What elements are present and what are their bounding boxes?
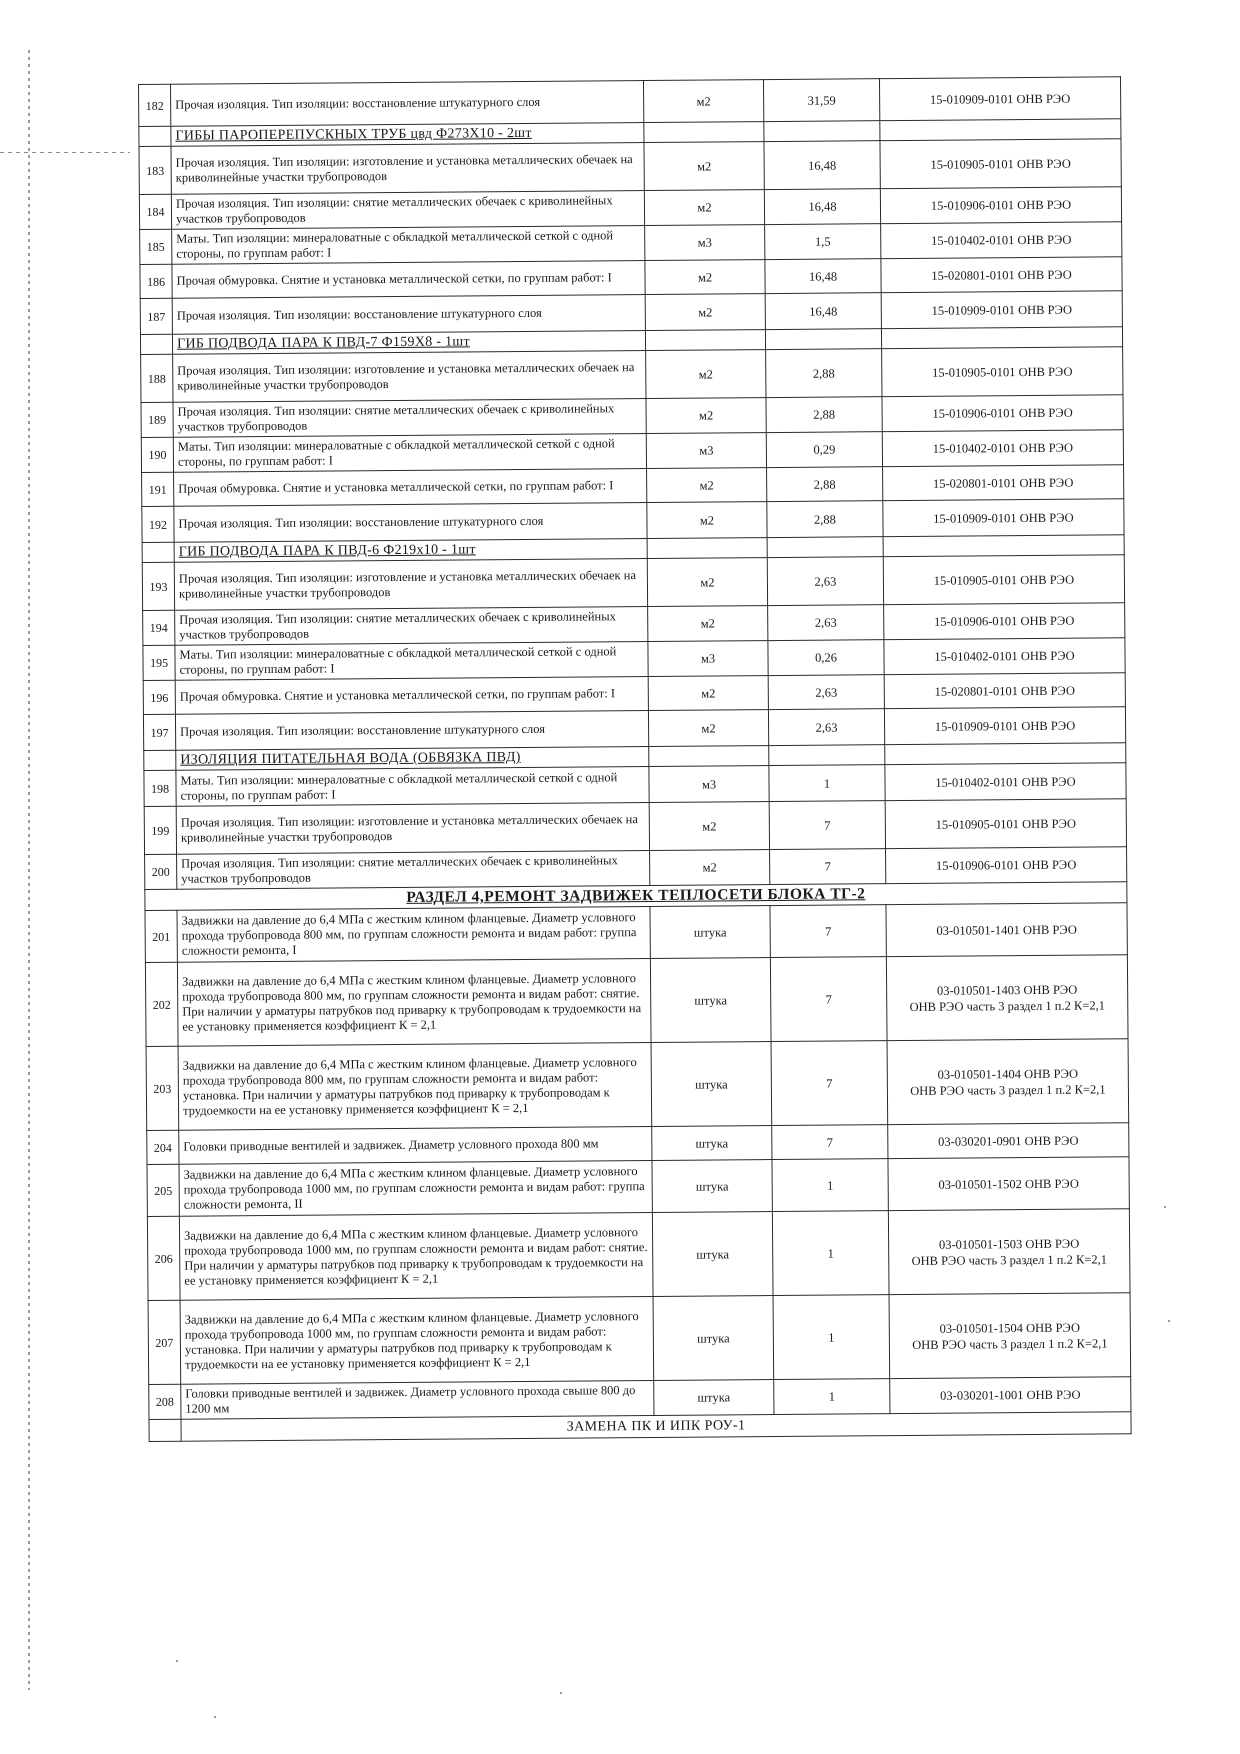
unit-of-measure: м2 bbox=[647, 502, 767, 539]
quantity: 16,48 bbox=[765, 259, 881, 294]
quantity: 16,48 bbox=[765, 293, 881, 330]
norm-code-line: 03-010501-1404 ОНВ РЭО bbox=[937, 1066, 1079, 1082]
norm-code-line: 03-010501-1502 ОНВ РЭО bbox=[938, 1176, 1079, 1192]
norm-code-line: 15-010905-0101 ОНВ РЭО bbox=[930, 156, 1071, 172]
norm-code-line: 15-020801-0101 ОНВ РЭО bbox=[931, 267, 1072, 283]
row-number: 191 bbox=[142, 472, 174, 506]
work-description: Прочая обмуровка. Снятие и установка металлической сетки, по группам работ: I bbox=[172, 261, 645, 299]
scan-page-edge bbox=[28, 50, 30, 1690]
row-number: 189 bbox=[141, 402, 173, 437]
norm-code bbox=[883, 555, 1124, 605]
unit-of-measure: м2 bbox=[648, 606, 768, 642]
quantity: 7 bbox=[770, 957, 887, 1042]
scan-speck bbox=[176, 1660, 178, 1662]
norm-code-line: 15-010905-0101 ОНВ РЭО bbox=[932, 364, 1073, 380]
scan-speck bbox=[1164, 1206, 1166, 1208]
norm-code-line: 15-010909-0101 ОНВ РЭО bbox=[931, 302, 1073, 318]
work-description: Маты. Тип изоляции: минераловатные с обкладкой металлической сеткой с одной стороны, по группам работ: I bbox=[175, 642, 648, 681]
norm-code-line: 03-010501-1504 ОНВ РЭО bbox=[939, 1320, 1081, 1336]
norm-code bbox=[884, 603, 1125, 640]
quantity: 7 bbox=[769, 801, 885, 850]
norm-code bbox=[881, 222, 1122, 259]
work-description: Задвижки на давление до 6,4 МПа с жестким клином фланцевые. Диаметр условного прохода трубопровода 1000 мм, по группам сложности ремонта и видам работ: снятие. При наличии у арматуры патрубков под приварку к трубопроводам к трудоемкости на ее установку применяется коэффициент К = 2,1 bbox=[179, 1212, 653, 1300]
row-number: 198 bbox=[144, 770, 176, 806]
subsection-heading: ЗАМЕНА ПК И ИПК РОУ-1 bbox=[181, 1412, 1131, 1441]
row-number: 207 bbox=[148, 1300, 181, 1384]
estimate-sheet bbox=[138, 76, 1131, 1442]
table-row bbox=[148, 1293, 1131, 1385]
scan-speck bbox=[214, 1716, 216, 1718]
norm-code-line: 15-010909-0101 ОНВ РЭО bbox=[929, 91, 1071, 107]
row-number: 200 bbox=[145, 854, 177, 889]
norm-code-line: 15-020801-0101 ОНВ РЭО bbox=[934, 683, 1076, 699]
norm-code bbox=[890, 1377, 1131, 1414]
quantity: 1 bbox=[773, 1295, 890, 1380]
work-description: Прочая изоляция. Тип изоляции: восстановление штукатурного слоя bbox=[172, 295, 645, 335]
norm-code bbox=[881, 257, 1122, 293]
scan-speck bbox=[560, 1692, 562, 1694]
unit-of-measure: м3 bbox=[648, 641, 768, 677]
norm-code bbox=[888, 1157, 1129, 1211]
table-row bbox=[145, 903, 1127, 963]
scan-speck bbox=[1168, 1320, 1170, 1322]
table-row bbox=[147, 1209, 1130, 1301]
norm-code bbox=[886, 847, 1127, 884]
unit-of-measure: м2 bbox=[649, 802, 769, 851]
row-number: 196 bbox=[143, 680, 175, 714]
unit-of-measure: м2 bbox=[645, 294, 765, 331]
row-number: 188 bbox=[141, 354, 173, 402]
group-number-cell bbox=[139, 126, 171, 146]
row-number: 193 bbox=[142, 562, 174, 610]
quantity: 0,26 bbox=[768, 640, 884, 676]
quantity: 1 bbox=[774, 1379, 890, 1415]
row-number: 205 bbox=[147, 1164, 179, 1216]
unit-of-measure: м3 bbox=[649, 766, 769, 803]
unit-of-measure: м2 bbox=[646, 398, 766, 434]
row-number: 203 bbox=[146, 1046, 179, 1130]
row-number: 186 bbox=[140, 264, 172, 298]
work-description: Прочая изоляция. Тип изоляции: изготовление и установка металлических обечаек на криволинейные участки трубопроводов bbox=[174, 559, 647, 611]
group-empty-cell bbox=[767, 537, 883, 558]
norm-code bbox=[884, 673, 1125, 709]
norm-code bbox=[879, 77, 1120, 121]
unit-of-measure: штука bbox=[650, 958, 771, 1043]
estimate-table-body bbox=[139, 77, 1132, 1442]
quantity: 7 bbox=[771, 1041, 888, 1126]
section-heading: РАЗДЕЛ 4,РЕМОНТ ЗАДВИЖЕК ТЕПЛОСЕТИ БЛОКА ТГ-2 bbox=[145, 882, 1127, 911]
quantity: 7 bbox=[770, 849, 886, 885]
norm-code-line: 15-010402-0101 ОНВ РЭО bbox=[934, 648, 1075, 664]
unit-of-measure: м3 bbox=[645, 225, 765, 261]
quantity: 2,88 bbox=[766, 397, 882, 433]
norm-code-line: ОНВ РЭО часть 3 раздел 1 п.2 К=2,1 bbox=[911, 1251, 1108, 1268]
quantity: 16,48 bbox=[764, 189, 880, 225]
row-number: 208 bbox=[149, 1384, 181, 1419]
row-number: 194 bbox=[143, 610, 175, 645]
work-description: Прочая обмуровка. Снятие и установка металлической сетки, по группам работ: I bbox=[175, 677, 648, 715]
norm-code bbox=[883, 465, 1124, 501]
work-description: Прочая изоляция. Тип изоляции: изготовление и установка металлических обечаек на криволинейные участки трубопроводов bbox=[173, 351, 646, 403]
norm-code-line: ОНВ РЭО часть 3 раздел 1 п.2 К=2,1 bbox=[910, 1081, 1106, 1098]
norm-code bbox=[888, 1123, 1129, 1159]
group-empty-cell bbox=[885, 743, 1126, 765]
quantity: 1 bbox=[772, 1211, 889, 1296]
work-description: Прочая изоляция. Тип изоляции: восстановление штукатурного слоя bbox=[171, 81, 644, 127]
norm-code-line: 15-010906-0101 ОНВ РЭО bbox=[934, 613, 1075, 629]
norm-code bbox=[880, 139, 1121, 189]
unit-of-measure: штука bbox=[652, 1126, 772, 1161]
estimate-table bbox=[138, 76, 1132, 1442]
group-number-cell bbox=[142, 542, 174, 562]
norm-code bbox=[884, 707, 1125, 745]
work-description: Маты. Тип изоляции: минераловатные с обкладкой металлической сеткой с одной стороны, по группам работ: I bbox=[173, 434, 646, 473]
quantity: 0,29 bbox=[766, 432, 882, 468]
norm-code-line: 15-010905-0101 ОНВ РЭО bbox=[935, 816, 1077, 832]
work-description: Задвижки на давление до 6,4 МПа с жестким клином фланцевые. Диаметр условного прохода трубопровода 1000 мм, по группам сложности ремонта и видам работ: группа сложности ремонта, II bbox=[179, 1160, 652, 1216]
unit-of-measure: м2 bbox=[644, 142, 764, 191]
quantity: 1,5 bbox=[765, 224, 881, 260]
work-description: Прочая изоляция. Тип изоляции: снятие металлических обечаек с криволинейных участков трубопроводов bbox=[173, 399, 646, 438]
group-empty-cell bbox=[647, 538, 767, 559]
row-number: 190 bbox=[141, 437, 173, 472]
work-description: Прочая изоляция. Тип изоляции: снятие металлических обечаек с криволинейных участков трубопроводов bbox=[175, 607, 648, 646]
unit-of-measure: штука bbox=[652, 1160, 772, 1213]
work-description: Задвижки на давление до 6,4 МПа с жестким клином фланцевые. Диаметр условного прохода трубопровода 800 мм, по группам сложности ремонта и видам работ: установка. При наличии у арматуры патрубков под приварку к трубопроводам к трудоемкости на ее установку применяется коэффициент К = 2,1 bbox=[178, 1043, 652, 1131]
table-row bbox=[145, 955, 1128, 1047]
quantity: 7 bbox=[770, 905, 886, 958]
work-description: Маты. Тип изоляции: минераловатные с обкладкой металлической сеткой с одной стороны, по группам работ: I bbox=[172, 226, 645, 265]
group-empty-cell bbox=[765, 329, 881, 350]
norm-code-line: ОНВ РЭО часть 3 раздел 1 п.2 К=2,1 bbox=[912, 1335, 1108, 1352]
norm-code-line: 15-010906-0101 ОНВ РЭО bbox=[935, 857, 1077, 873]
unit-of-measure: штука bbox=[652, 1212, 773, 1297]
work-description: Головки приводные вентилей и задвижек. Диаметр условного прохода свыше 800 до 1200 мм bbox=[181, 1380, 654, 1419]
table-row bbox=[147, 1157, 1129, 1217]
row-number: 182 bbox=[139, 84, 171, 126]
unit-of-measure: м2 bbox=[648, 676, 768, 711]
group-heading: ГИБ ПОДВОДА ПАРА К ПВД-6 Ф219х10 - 1шт bbox=[174, 539, 647, 563]
quantity: 2,63 bbox=[768, 605, 884, 641]
unit-of-measure: м2 bbox=[647, 558, 767, 607]
quantity: 16,48 bbox=[764, 141, 880, 190]
scan-artifact-line bbox=[0, 152, 130, 153]
quantity: 1 bbox=[772, 1159, 888, 1212]
table-row bbox=[141, 347, 1123, 403]
group-heading: ИЗОЛЯЦИЯ ПИТАТЕЛЬНАЯ ВОДА (ОБВЯЗКА ПВД) bbox=[176, 747, 649, 771]
row-number: 183 bbox=[139, 146, 171, 194]
unit-of-measure: м2 bbox=[645, 260, 765, 295]
norm-code bbox=[889, 1293, 1131, 1379]
work-description: Головки приводные вентилей и задвижек. Диаметр условного прохода 800 мм bbox=[179, 1126, 652, 1164]
unit-of-measure: м2 bbox=[643, 80, 763, 123]
unit-of-measure: штука bbox=[651, 1042, 772, 1127]
group-heading: ГИБЫ ПАРОПЕРЕПУСКНЫХ ТРУБ цвд Ф273Х10 - 2шт bbox=[171, 123, 644, 147]
norm-code bbox=[882, 347, 1123, 397]
unit-of-measure: штука bbox=[650, 906, 770, 959]
unit-of-measure: м2 bbox=[650, 850, 770, 886]
group-empty-cell bbox=[880, 119, 1121, 141]
norm-code bbox=[882, 430, 1123, 467]
group-empty-cell bbox=[644, 122, 764, 143]
quantity: 2,88 bbox=[767, 467, 883, 502]
unit-of-measure: м3 bbox=[646, 433, 766, 469]
row-number: 199 bbox=[144, 806, 176, 854]
quantity: 2,88 bbox=[767, 501, 883, 538]
quantity: 2,63 bbox=[768, 675, 884, 710]
norm-code bbox=[880, 187, 1121, 224]
norm-code-line: 03-010501-1401 ОНВ РЭО bbox=[936, 922, 1077, 938]
row-number: 197 bbox=[143, 714, 175, 750]
quantity: 1 bbox=[769, 765, 885, 802]
work-description: Задвижки на давление до 6,4 МПа с жестким клином фланцевые. Диаметр условного прохода трубопровода 1000 мм, по группам сложности ремонта и видам работ: установка. При наличии у арматуры патрубков под приварку к трубопроводам к трудоемкости на ее установку применяется коэффициент К = 2,1 bbox=[180, 1296, 654, 1384]
row-number: 184 bbox=[139, 194, 171, 229]
norm-code-line: 15-010906-0101 ОНВ РЭО bbox=[930, 197, 1072, 213]
table-row bbox=[142, 555, 1124, 611]
norm-code bbox=[886, 955, 1128, 1041]
norm-code-line: ОНВ РЭО часть 3 раздел 1 п.2 К=2,1 bbox=[909, 997, 1106, 1014]
row-number: 192 bbox=[142, 506, 174, 542]
norm-code bbox=[884, 638, 1125, 675]
group-empty-cell bbox=[881, 327, 1122, 349]
norm-code bbox=[888, 1209, 1130, 1295]
group-number-cell bbox=[144, 750, 176, 770]
norm-code-line: 03-010501-1503 ОНВ РЭО bbox=[938, 1236, 1080, 1252]
table-row bbox=[146, 1039, 1129, 1131]
norm-code-line: 15-010909-0101 ОНВ РЭО bbox=[933, 510, 1074, 526]
norm-code bbox=[881, 291, 1122, 329]
quantity: 2,63 bbox=[767, 557, 883, 606]
work-description: Прочая изоляция. Тип изоляции: изготовление и установка металлических обечаек на криволинейные участки трубопроводов bbox=[171, 143, 644, 195]
unit-of-measure: м2 bbox=[647, 468, 767, 503]
work-description: Маты. Тип изоляции: минераловатные с обкладкой металлической сеткой с одной стороны, по группам работ: I bbox=[176, 767, 649, 807]
row-number: 185 bbox=[140, 229, 172, 264]
row-number: 202 bbox=[145, 962, 178, 1046]
row-number: 195 bbox=[143, 645, 175, 680]
row-number: 206 bbox=[147, 1216, 180, 1300]
norm-code-line: 03-010501-1403 ОНВ РЭО bbox=[936, 982, 1078, 998]
quantity: 7 bbox=[772, 1125, 888, 1160]
unit-of-measure: м2 bbox=[644, 190, 764, 226]
row-number: 187 bbox=[140, 298, 172, 334]
norm-code-line: 03-030201-1001 ОНВ РЭО bbox=[940, 1387, 1081, 1403]
norm-code bbox=[885, 763, 1126, 801]
work-description: Задвижки на давление до 6,4 МПа с жестким клином фланцевые. Диаметр условного прохода трубопровода 800 мм, по группам сложности ремонта и видам работ: снятие. При наличии у арматуры патрубков под приварку к трубопроводам к трудоемкости на ее установку применяется коэффициент К = 2,1 bbox=[177, 959, 651, 1047]
norm-code-line: 15-010402-0101 ОНВ РЭО bbox=[932, 440, 1074, 456]
quantity: 31,59 bbox=[763, 79, 879, 122]
unit-of-measure: штука bbox=[653, 1296, 774, 1381]
table-row bbox=[144, 799, 1126, 855]
work-description: Прочая изоляция. Тип изоляции: изготовление и установка металлических обечаек на криволинейные участки трубопроводов bbox=[176, 803, 649, 855]
norm-code bbox=[882, 395, 1123, 432]
norm-code-line: 15-020801-0101 ОНВ РЭО bbox=[932, 475, 1074, 491]
norm-code bbox=[887, 1039, 1129, 1125]
norm-code-line: 15-010906-0101 ОНВ РЭО bbox=[932, 405, 1073, 421]
unit-of-measure: м2 bbox=[648, 710, 768, 747]
group-empty-cell bbox=[645, 330, 765, 351]
group-number-cell bbox=[140, 334, 172, 354]
work-description: Прочая изоляция. Тип изоляции: восстановление штукатурного слоя bbox=[174, 503, 647, 543]
table-row bbox=[139, 139, 1121, 195]
unit-of-measure: м2 bbox=[646, 350, 766, 399]
group-empty-cell bbox=[769, 745, 885, 766]
unit-of-measure: штука bbox=[654, 1380, 774, 1416]
norm-code bbox=[883, 499, 1124, 537]
work-description: Прочая изоляция. Тип изоляции: снятие металлических обечаек с криволинейных участков трубопроводов bbox=[171, 191, 644, 230]
group-empty-cell bbox=[649, 746, 769, 767]
row-number: 204 bbox=[147, 1130, 179, 1164]
norm-code bbox=[885, 799, 1126, 849]
norm-code bbox=[886, 903, 1127, 957]
norm-code-line: 15-010905-0101 ОНВ РЭО bbox=[933, 572, 1075, 588]
norm-code-line: 15-010402-0101 ОНВ РЭО bbox=[931, 232, 1072, 248]
norm-code-line: 15-010402-0101 ОНВ РЭО bbox=[935, 774, 1076, 790]
group-empty-cell bbox=[883, 535, 1124, 557]
norm-code-line: 15-010909-0101 ОНВ РЭО bbox=[934, 718, 1076, 734]
work-description: Прочая обмуровка. Снятие и установка металлической сетки, по группам работ: I bbox=[174, 469, 647, 507]
group-empty-cell bbox=[764, 121, 880, 142]
group-heading: ГИБ ПОДВОДА ПАРА К ПВД-7 Ф159Х8 - 1шт bbox=[172, 331, 645, 355]
quantity: 2,88 bbox=[766, 349, 882, 398]
quantity: 2,63 bbox=[768, 709, 884, 746]
subsection-number-cell bbox=[149, 1419, 181, 1441]
norm-code-line: 03-030201-0901 ОНВ РЭО bbox=[938, 1133, 1079, 1149]
row-number: 201 bbox=[145, 910, 177, 962]
work-description: Задвижки на давление до 6,4 МПа с жестким клином фланцевые. Диаметр условного прохода трубопровода 800 мм, по группам сложности ремонта и видам работ: группа сложности ремонта, I bbox=[177, 907, 650, 963]
work-description: Прочая изоляция. Тип изоляции: восстановление штукатурного слоя bbox=[175, 711, 648, 751]
work-description: Прочая изоляция. Тип изоляции: снятие металлических обечаек с криволинейных участков трубопроводов bbox=[177, 851, 650, 890]
